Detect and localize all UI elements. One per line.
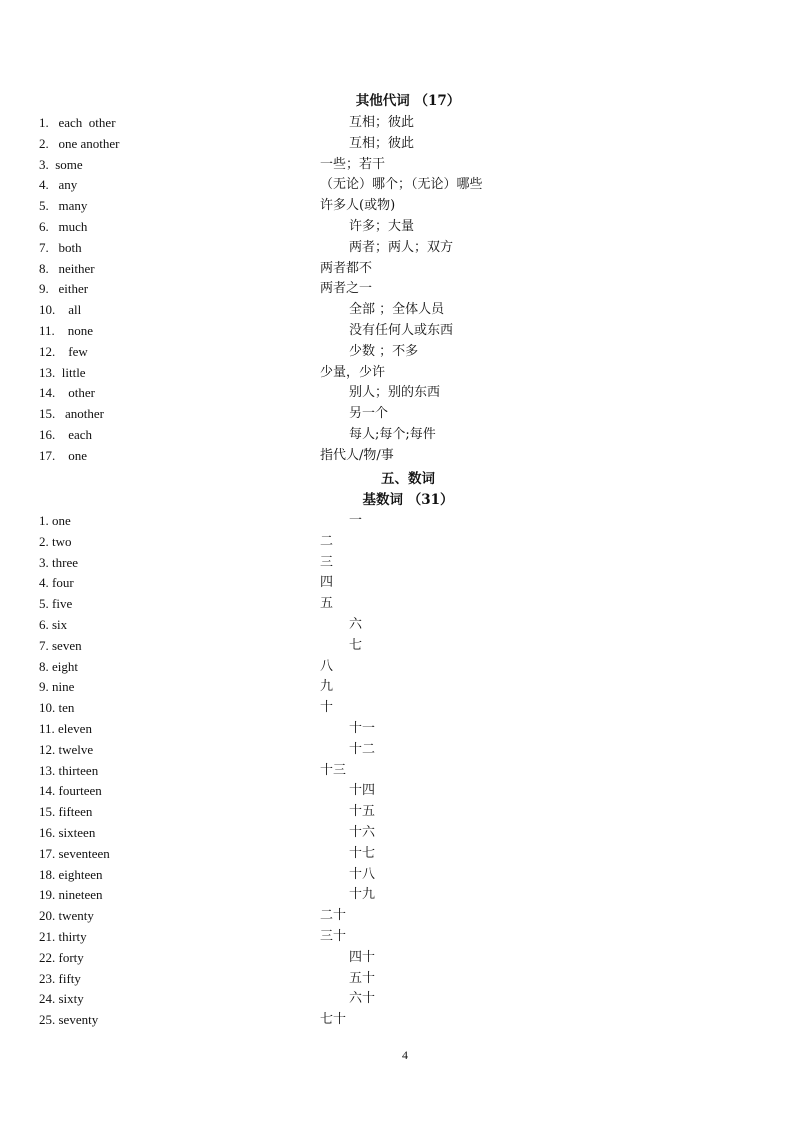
list-item [0, 615, 800, 636]
chinese-meaning: 两者之一 [320, 281, 373, 297]
english-term: 3. three [39, 554, 78, 570]
chinese-meaning: 十八 [349, 866, 376, 882]
english-term: 11. none [39, 322, 94, 338]
list-item [0, 175, 800, 196]
chinese-meaning: 七十 [320, 1012, 347, 1028]
english-term: 1. one [39, 513, 71, 528]
chinese-meaning: 许多人(或物) [320, 198, 396, 214]
list-item [0, 196, 800, 217]
list-item [0, 657, 800, 678]
chinese-meaning: 没有任何人或东西 [349, 322, 454, 338]
english-term: 13. little [39, 364, 86, 380]
chinese-meaning: 四 [320, 575, 334, 591]
english-term: 13. thirteen [39, 762, 99, 778]
chinese-meaning: 许多；大量 [349, 218, 415, 234]
list-item [0, 969, 800, 990]
cardinal-number-list [0, 511, 800, 1031]
list-item [0, 677, 800, 698]
english-term: 7. seven [39, 637, 82, 653]
list-item [0, 802, 800, 823]
list-item [0, 511, 800, 532]
chinese-meaning: 四十 [349, 949, 376, 965]
list-item [0, 134, 800, 155]
english-term: 24. sixty [39, 991, 84, 1007]
chinese-meaning: 十 [320, 700, 334, 716]
list-item [0, 363, 800, 384]
list-item [0, 279, 800, 300]
english-term: 12. twelve [39, 741, 94, 757]
section-title-other-pronouns: 其他代词 （17） [355, 93, 461, 109]
english-term: 19. nineteen [39, 887, 103, 903]
english-term: 23. fifty [39, 970, 81, 986]
list-item [0, 155, 800, 176]
english-term: 4. four [39, 575, 74, 591]
english-term: 6. six [39, 616, 68, 632]
chinese-meaning: 十四 [349, 783, 376, 799]
chinese-meaning: 二十 [320, 908, 347, 924]
english-term: 3. some [39, 156, 83, 172]
chinese-meaning: 二 [320, 533, 334, 549]
list-item [0, 259, 800, 280]
list-item [0, 238, 800, 259]
english-term: 25. seventy [39, 1012, 99, 1028]
chinese-meaning: 七 [349, 637, 363, 653]
chinese-meaning: 六 [349, 616, 363, 632]
list-item [0, 1010, 800, 1031]
chinese-meaning: 互相；彼此 [349, 115, 415, 130]
list-item [0, 989, 800, 1010]
english-term: 21. thirty [39, 928, 87, 944]
list-item [0, 844, 800, 865]
chinese-meaning: 十三 [320, 762, 347, 778]
english-term: 8. eight [39, 658, 78, 674]
chinese-meaning: 三十 [320, 928, 347, 944]
list-item [0, 342, 800, 363]
list-item [0, 948, 800, 969]
chinese-meaning: 十二 [349, 741, 376, 757]
english-term: 11. eleven [39, 720, 92, 736]
list-item [0, 927, 800, 948]
list-item [0, 885, 800, 906]
chinese-meaning: 两者；两人；双方 [349, 239, 454, 255]
list-item [0, 217, 800, 238]
chinese-meaning: 十七 [349, 845, 376, 861]
list-item [0, 719, 800, 740]
english-term: 20. twenty [39, 908, 94, 924]
chinese-meaning: 十九 [349, 887, 376, 903]
chinese-meaning: 全部 ；全体人员 [349, 302, 445, 318]
english-term: 14. fourteen [39, 783, 102, 799]
page-number: 4 [402, 1048, 408, 1062]
english-term: 1. each other [39, 115, 116, 130]
list-item [0, 425, 800, 446]
english-term: 6. much [39, 218, 88, 234]
list-item [0, 906, 800, 927]
list-item [0, 321, 800, 342]
english-term: 5. many [39, 198, 88, 214]
list-item [0, 553, 800, 574]
english-term: 10. all [39, 302, 82, 318]
chinese-meaning: 每人;每个;每件 [349, 426, 436, 442]
list-item [0, 383, 800, 404]
english-term: 17. seventeen [39, 845, 110, 861]
english-term: 15. fifteen [39, 804, 93, 820]
list-item [0, 300, 800, 321]
english-term: 9. nine [39, 679, 75, 695]
english-term: 16. each [39, 426, 93, 442]
chinese-meaning: 十五 [349, 804, 376, 820]
english-term: 16. sixteen [39, 824, 96, 840]
list-item [0, 446, 800, 467]
english-term: 8. neither [39, 260, 95, 276]
chinese-meaning: 八 [320, 658, 334, 674]
list-item [0, 781, 800, 802]
list-item [0, 532, 800, 553]
list-item [0, 636, 800, 657]
chinese-meaning: 三 [320, 554, 334, 570]
chinese-meaning: 一 [349, 513, 363, 528]
english-term: 15. another [39, 406, 104, 422]
english-term: 17. one [39, 447, 88, 463]
section-title-numerals: 五、数词 [381, 471, 435, 487]
list-item [0, 823, 800, 844]
english-term: 22. forty [39, 949, 84, 965]
english-term: 9. either [39, 281, 89, 297]
chinese-meaning: 一些；若干 [320, 156, 386, 172]
list-item [0, 761, 800, 782]
english-term: 2. one another [39, 135, 120, 151]
english-term: 14. other [39, 385, 95, 401]
chinese-meaning: 五十 [349, 970, 376, 986]
chinese-meaning: 互相；彼此 [349, 135, 415, 151]
chinese-meaning: 少数 ；不多 [349, 343, 419, 359]
chinese-meaning: 别人；别的东西 [349, 385, 441, 401]
list-item [0, 573, 800, 594]
list-item [0, 594, 800, 615]
chinese-meaning: 十六 [349, 824, 376, 840]
english-term: 4. any [39, 177, 78, 193]
list-item [0, 740, 800, 761]
chinese-meaning: 两者都不 [320, 260, 373, 276]
english-term: 18. eighteen [39, 866, 103, 882]
chinese-meaning: 六十 [349, 991, 376, 1007]
english-term: 7. both [39, 239, 82, 255]
pronoun-list [0, 113, 800, 467]
chinese-meaning: 指代人/物/事 [320, 447, 394, 463]
english-term: 10. ten [39, 700, 75, 716]
chinese-meaning: 九 [320, 679, 334, 695]
list-item [0, 698, 800, 719]
chinese-meaning: 另一个 [349, 406, 389, 422]
list-item [0, 404, 800, 425]
chinese-meaning: 十一 [349, 720, 376, 736]
chinese-meaning: 少量，少许 [320, 364, 386, 380]
list-item [0, 113, 800, 134]
section-title-cardinal-numbers: 基数词 （31） [362, 492, 454, 508]
chinese-meaning: （无论）哪个；（无论）哪些 [320, 177, 483, 193]
list-item [0, 865, 800, 886]
english-term: 5. five [39, 596, 73, 612]
english-term: 12. few [39, 343, 88, 359]
chinese-meaning: 五 [320, 596, 334, 612]
english-term: 2. two [39, 533, 72, 549]
